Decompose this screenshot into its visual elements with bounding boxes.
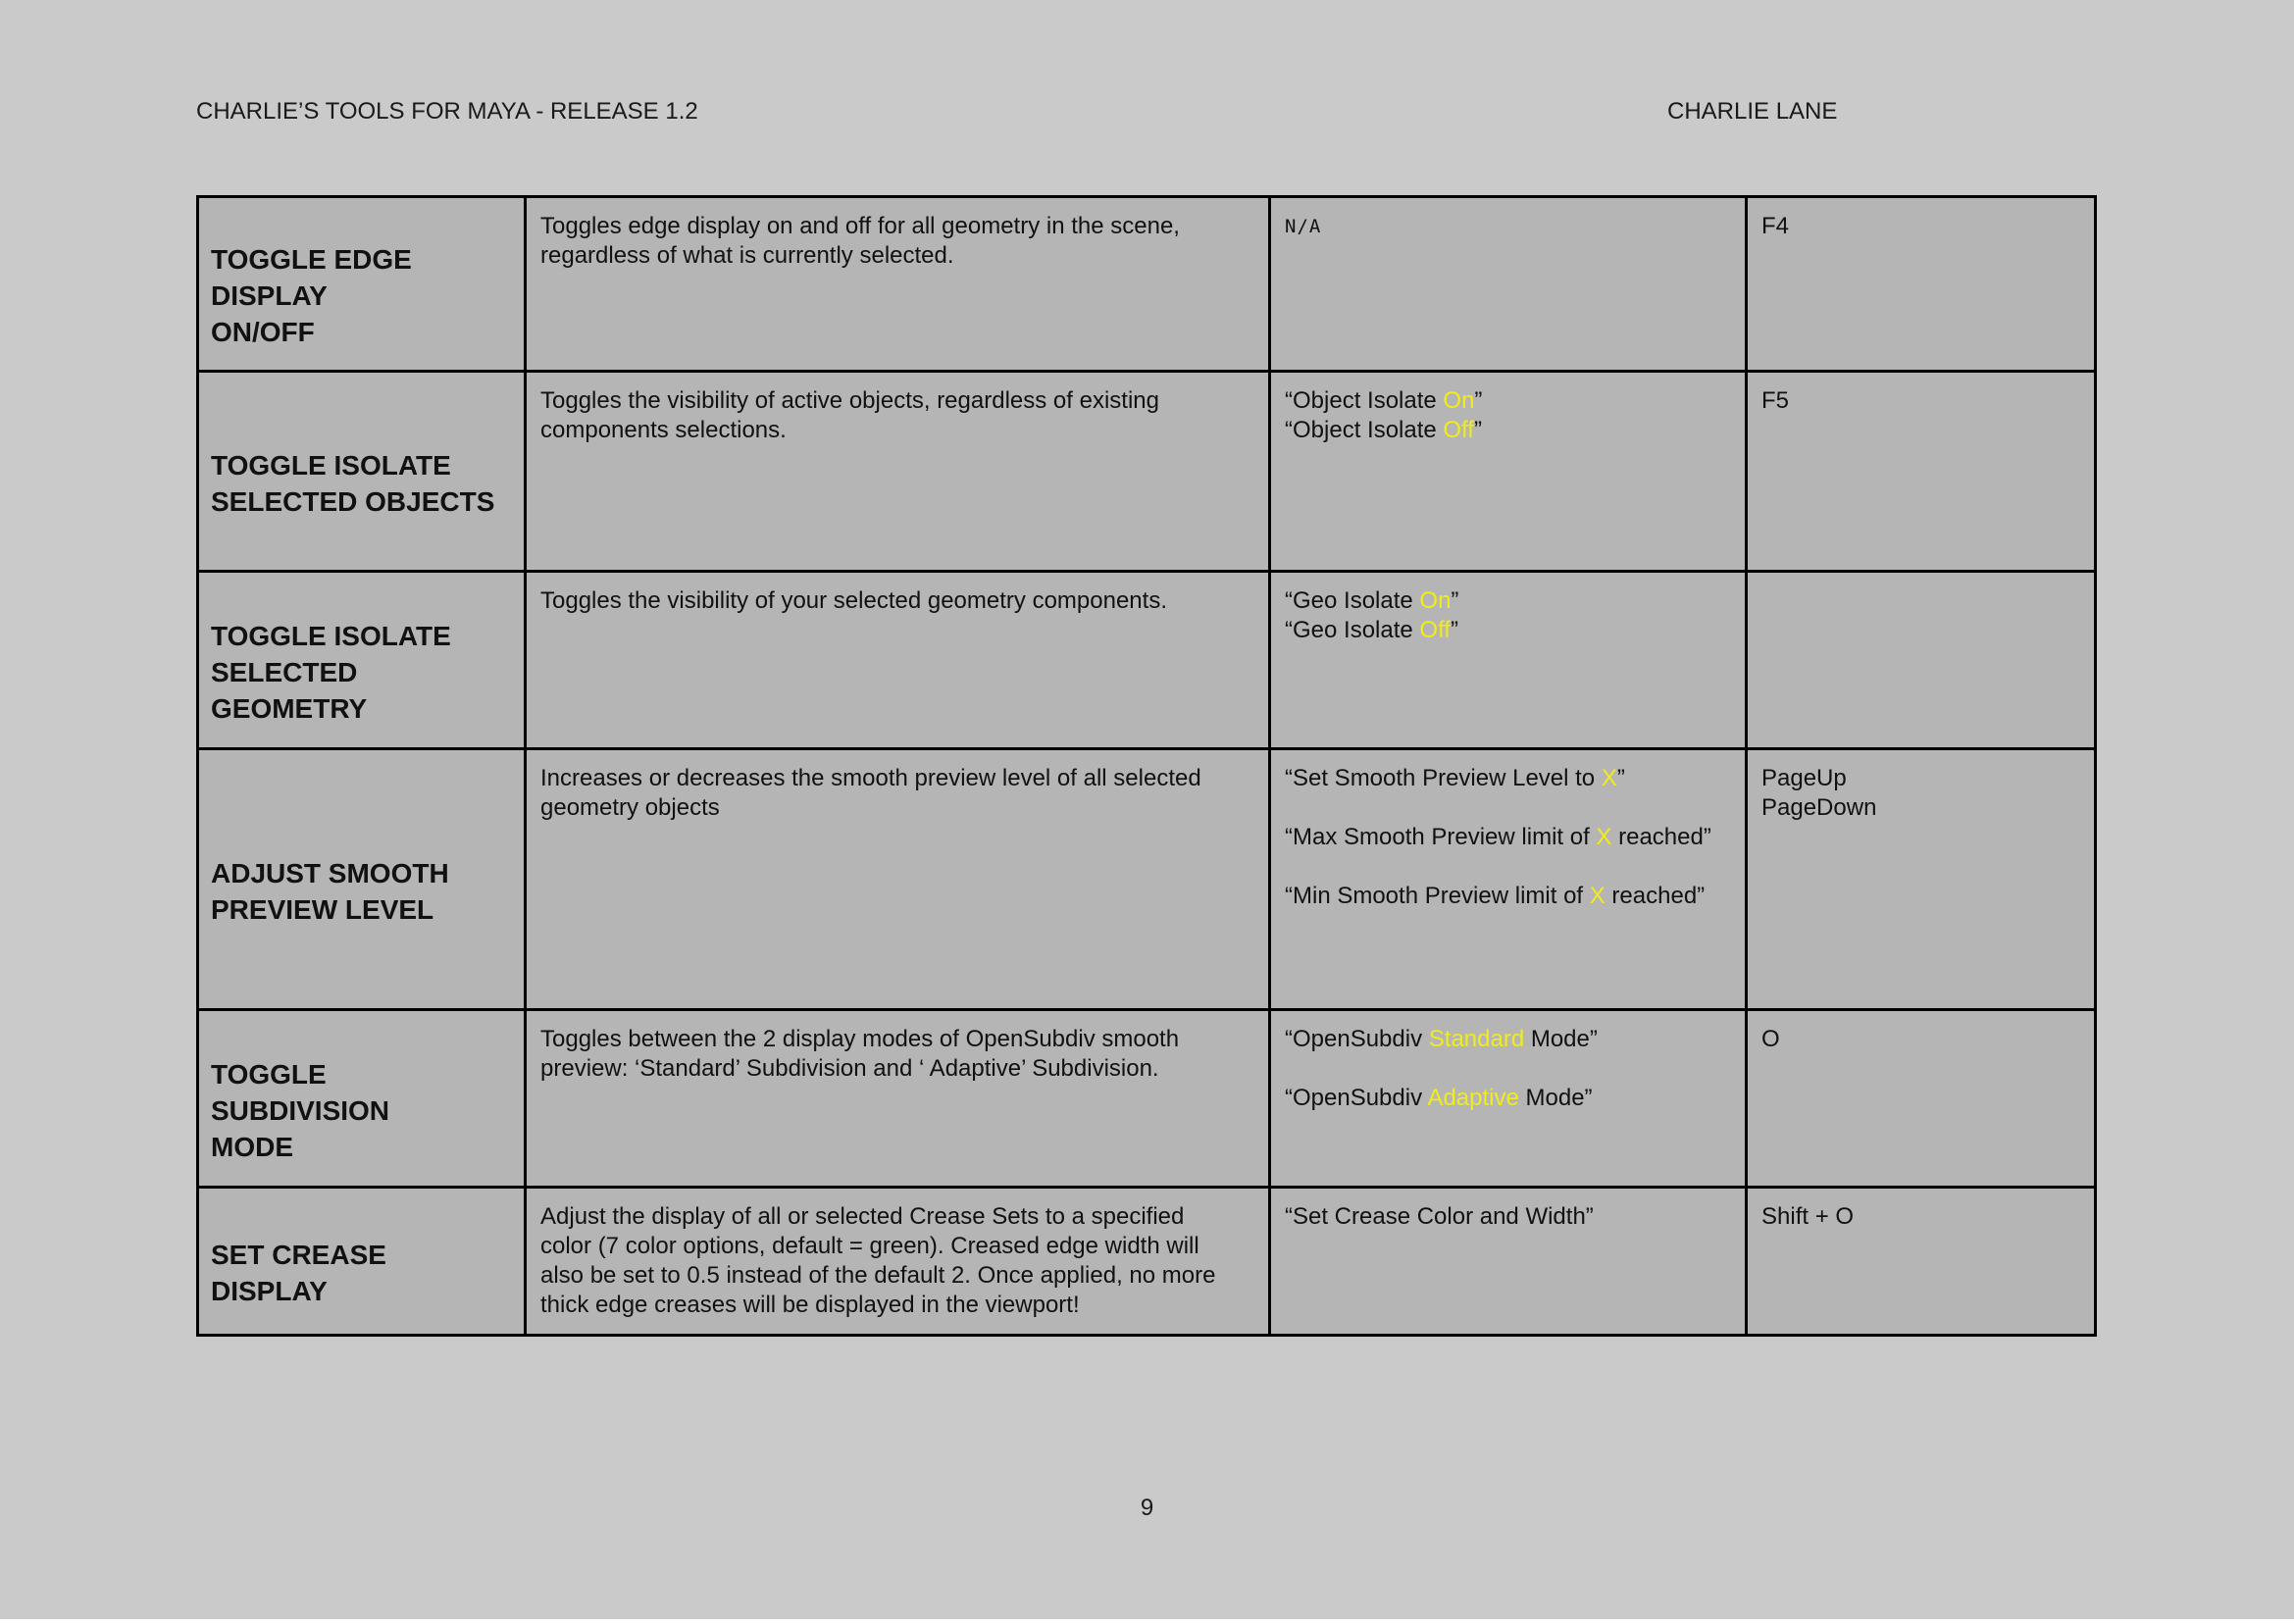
command-hotkey-cell <box>1747 572 2096 749</box>
command-description-cell: Toggles between the 2 display modes of OpenSubdiv smooth preview: ‘Standard’ Subdivision and ‘ Adaptive’ Subdivision. <box>526 1010 1270 1188</box>
command-name-cell: SET CREASE DISPLAY <box>198 1188 526 1336</box>
command-description-cell: Increases or decreases the smooth preview level of all selected geometry objects <box>526 749 1270 1010</box>
header-doc-title: CHARLIE’S TOOLS FOR MAYA - RELEASE 1.2 <box>196 98 698 125</box>
command-feedback-cell: “OpenSubdiv Standard Mode” “OpenSubdiv Adaptive Mode” <box>1270 1010 1747 1188</box>
command-description-cell: Toggles the visibility of your selected geometry components. <box>526 572 1270 749</box>
command-name-cell: ADJUST SMOOTH PREVIEW LEVEL <box>198 749 526 1010</box>
table-row <box>198 197 2096 372</box>
command-name-cell: TOGGLE SUBDIVISION MODE <box>198 1010 526 1188</box>
command-feedback-cell: N/A <box>1270 197 1747 372</box>
header-author: CHARLIE LANE <box>1667 98 1838 125</box>
commands-table <box>196 195 2097 1337</box>
command-feedback-cell: “Set Smooth Preview Level to X” “Max Smooth Preview limit of X reached” “Min Smooth Preview limit of X reached” <box>1270 749 1747 1010</box>
page-number: 9 <box>1140 1495 1154 1521</box>
command-hotkey-cell: O <box>1747 1010 2096 1188</box>
command-hotkey-cell: F4 <box>1747 197 2096 372</box>
command-name-cell: TOGGLE EDGE DISPLAY ON/OFF <box>198 197 526 372</box>
table-row <box>198 749 2096 1010</box>
table-row <box>198 572 2096 749</box>
table-row <box>198 1010 2096 1188</box>
command-feedback-cell: “Object Isolate On” “Object Isolate Off” <box>1270 372 1747 572</box>
command-hotkey-cell: Shift + O <box>1747 1188 2096 1336</box>
page-bottom-edge <box>0 1619 2294 1624</box>
command-feedback-cell: “Geo Isolate On” “Geo Isolate Off” <box>1270 572 1747 749</box>
command-name-cell: TOGGLE ISOLATE SELECTED GEOMETRY <box>198 572 526 749</box>
command-description-cell: Toggles edge display on and off for all geometry in the scene, regardless of what is currently selected. <box>526 197 1270 372</box>
command-feedback-cell: “Set Crease Color and Width” <box>1270 1188 1747 1336</box>
command-name-cell: TOGGLE ISOLATE SELECTED OBJECTS <box>198 372 526 572</box>
command-description-cell: Toggles the visibility of active objects, regardless of existing components selections. <box>526 372 1270 572</box>
command-hotkey-cell: PageUp PageDown <box>1747 749 2096 1010</box>
table-row <box>198 372 2096 572</box>
command-hotkey-cell: F5 <box>1747 372 2096 572</box>
table-row <box>198 1188 2096 1336</box>
command-description-cell: Adjust the display of all or selected Crease Sets to a specified color (7 color options, default = green). Creased edge width will also be set to 0.5 instead of the default 2. Once applied, no more thick edge creases will be displayed in the viewport! <box>526 1188 1270 1336</box>
